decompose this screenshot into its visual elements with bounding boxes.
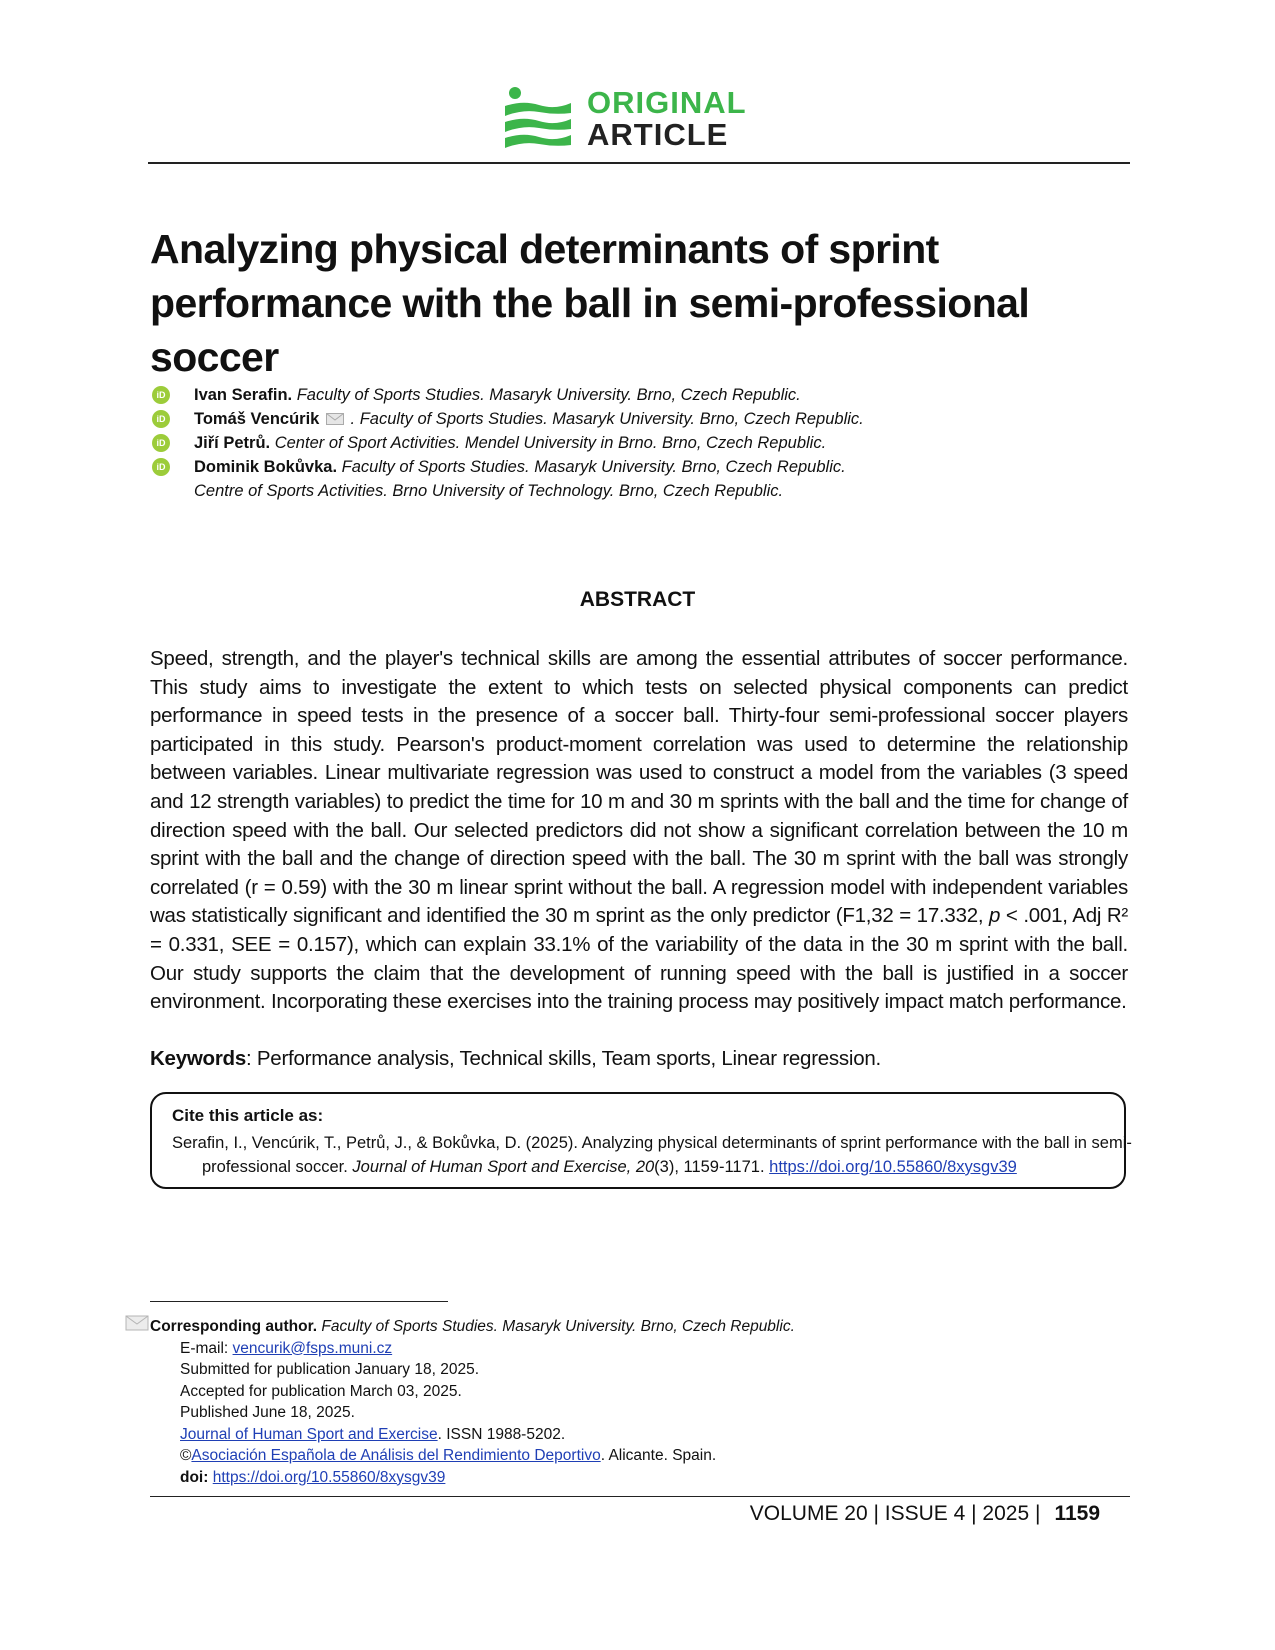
article-title: Analyzing physical determinants of sprint performance with the ball in semi-professional soccer <box>150 226 1030 380</box>
citation-authors-title: Serafin, I., Vencúrik, T., Petrů, J., & Bokůvka, D. (2025). Analyzing physical determinants of sprint performance with the ball in semi-professional soccer. <box>172 1134 1132 1176</box>
footnote <box>150 1316 1050 1488</box>
orcid-icon[interactable]: iD <box>152 458 170 476</box>
logo-text-article: ARTICLE <box>587 117 729 152</box>
citation-journal: Journal of Human Sport and Exercise, 20 <box>352 1158 655 1176</box>
author-name: Jiří Petrů. <box>194 434 271 452</box>
citation-doi-link[interactable]: https://doi.org/10.55860/8xysgv39 <box>769 1158 1017 1176</box>
keywords-list: : Performance analysis, Technical skills, Team sports, Linear regression. <box>245 1047 881 1070</box>
envelope-icon <box>326 413 344 425</box>
corresponding-affiliation: Faculty of Sports Studies. Masaryk University. Brno, Czech Republic. <box>321 1318 795 1335</box>
abstract-body <box>150 645 1128 1017</box>
email-line <box>150 1338 1050 1360</box>
author-row <box>150 407 1130 431</box>
abstract-p-symbol: p <box>989 904 1001 928</box>
envelope-icon <box>125 1314 149 1332</box>
author-name: Ivan Serafin. <box>194 386 293 404</box>
issn: . ISSN 1988-5202. <box>437 1425 566 1443</box>
author-row <box>150 383 1130 407</box>
author-affiliation: . Faculty of Sports Studies. Masaryk University. Brno, Czech Republic. <box>350 410 864 428</box>
logo-text-original: ORIGINAL <box>587 85 747 120</box>
submitted-date: Submitted for publication January 18, 2025. <box>180 1361 479 1378</box>
logo-stripes-icon <box>505 86 577 152</box>
page-number: 1159 <box>1054 1502 1100 1525</box>
published-date: Published June 18, 2025. <box>180 1404 355 1421</box>
orcid-icon[interactable]: iD <box>152 386 170 404</box>
corresponding-author-line <box>150 1316 1050 1338</box>
keywords-label: Keywords <box>150 1047 246 1070</box>
doi-label: doi: <box>180 1468 213 1486</box>
journal-line <box>150 1424 1050 1446</box>
author-row <box>150 431 1130 455</box>
copyright-symbol: © <box>180 1447 192 1464</box>
author-affiliation: Faculty of Sports Studies. Masaryk University. Brno, Czech Republic. <box>341 458 846 476</box>
association-location: . Alicante. Spain. <box>600 1447 717 1464</box>
author-affiliation: Faculty of Sports Studies. Masaryk University. Brno, Czech Republic. <box>296 386 801 404</box>
footnote-divider <box>150 1301 448 1302</box>
journal-link[interactable]: Journal of Human Sport and Exercise <box>180 1425 438 1443</box>
author-name: Dominik Bokůvka. <box>194 458 338 476</box>
author-name: Tomáš Vencúrik <box>194 410 320 428</box>
email-link[interactable]: vencurik@fsps.muni.cz <box>232 1339 393 1357</box>
citation-heading: Cite this article as: <box>172 1106 324 1125</box>
email-label: E-mail: <box>180 1339 233 1357</box>
orcid-icon[interactable]: iD <box>152 410 170 428</box>
author-row <box>150 479 1130 503</box>
citation-issue-pages: (3), 1159-1171. <box>654 1158 770 1176</box>
citation-text <box>172 1131 1132 1179</box>
author-affiliation: Centre of Sports Activities. Brno University of Technology. Brno, Czech Republic. <box>194 482 784 500</box>
abstract-heading: ABSTRACT <box>579 588 696 611</box>
accepted-date: Accepted for publication March 03, 2025. <box>180 1382 462 1400</box>
journal-logo <box>505 86 775 152</box>
orcid-icon[interactable]: iD <box>152 434 170 452</box>
abstract-text-part2: < .001, Adj R² = 0.331, SEE = 0.157), which can explain 33.1% of the variability of the data in the 30 m sprint with the ball. Our study supports the claim that the development of running speed with the ball is justified in a soccer environment. Incorporating these exercises into the training process may positively impact match performance. <box>150 904 1129 1014</box>
author-list <box>150 383 1130 503</box>
association-link[interactable]: Asociación Española de Análisis del Rendimiento Deportivo <box>191 1447 601 1464</box>
author-affiliation: Center of Sport Activities. Mendel University in Brno. Brno, Czech Republic. <box>274 434 827 452</box>
copyright-line <box>150 1445 1050 1467</box>
footer-volume-line <box>720 1500 1100 1528</box>
footer-divider <box>150 1496 1130 1497</box>
corresponding-label: Corresponding author. <box>150 1318 318 1335</box>
author-row <box>150 455 1130 479</box>
citation-box <box>150 1092 1132 1189</box>
abstract-text-part1: Speed, strength, and the player's technical skills are among the essential attributes of soccer performance. This study aims to investigate the extent to which tests on selected physical components can predict performance in speed tests in the presence of a soccer ball. Thirty-four semi-professional soccer players participated in this study. Pearson's product-moment correlation was used to determine the relationship between variables. Linear multivariate regression was used to construct a model from the variables (3 speed and 12 strength variables) to predict the time for 10 m and 30 m sprints with the ball and the time for change of direction speed with the ball. Our selected predictors did not show a significant correlation between the 10 m sprint with the ball and the change of direction speed with the ball. The 30 m sprint with the ball was strongly correlated (r = 0.59) with the 30 m linear sprint without the ball. A regression model with independent variables was statistically significant and identified the 30 m sprint as the only predictor (F1,32 = 17.332, <box>150 647 1128 928</box>
keywords <box>150 1045 1128 1073</box>
volume-info: VOLUME 20 | ISSUE 4 | 2025 | <box>749 1502 1041 1525</box>
doi-link[interactable]: https://doi.org/10.55860/8xysgv39 <box>212 1468 446 1486</box>
doi-line <box>150 1467 1050 1489</box>
header-divider <box>148 162 1130 164</box>
